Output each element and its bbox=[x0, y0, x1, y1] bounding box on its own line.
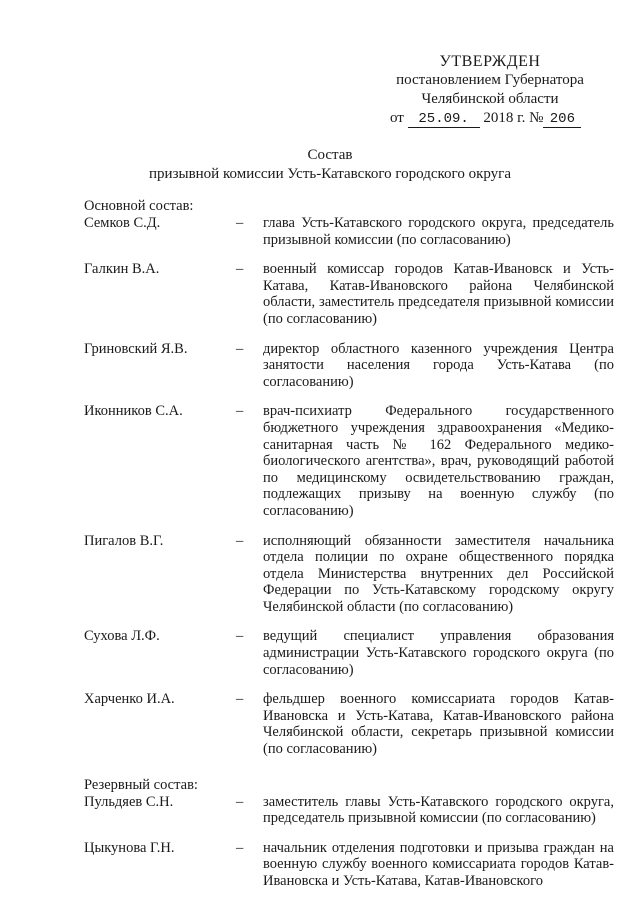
reserve-section-label: Резервный состав: bbox=[84, 776, 198, 793]
member-dash: – bbox=[236, 793, 244, 810]
member-dash: – bbox=[236, 839, 244, 856]
member-name: Харченко И.А. bbox=[84, 691, 175, 708]
number-prefix: № bbox=[529, 110, 544, 126]
member-row bbox=[84, 403, 614, 519]
member-role: врач-психиатр Федерального государственного бюджетного учреждения здравоохранения «Медико-санитарная часть № 162 Федерального медико-биологического агентства», врач, руководящий работой по медицинскому освидетельствованию граждан, подлежащих призыву на военную службу (по согласованию) bbox=[263, 403, 614, 519]
member-row bbox=[84, 628, 614, 678]
approval-line-2: Челябинской области bbox=[421, 91, 559, 107]
title-line-1: Состав bbox=[307, 147, 353, 163]
approval-line-1: постановлением Губернатора bbox=[396, 72, 584, 88]
year-text: 2018 г. bbox=[483, 110, 526, 126]
member-row bbox=[84, 215, 614, 248]
member-name: Пульдяев С.Н. bbox=[84, 793, 174, 810]
title-line-2: призывной комиссии Усть-Катавского городского округа bbox=[149, 166, 511, 182]
member-name: Иконников С.А. bbox=[84, 403, 183, 420]
approval-block bbox=[370, 52, 610, 128]
member-role: заместитель главы Усть-Катавского городского округа, председатель призывной комиссии (по согласованию) bbox=[263, 793, 614, 827]
approval-date-line bbox=[370, 109, 610, 128]
member-list bbox=[84, 198, 614, 903]
member-dash: – bbox=[236, 403, 244, 420]
document-title bbox=[80, 146, 580, 184]
member-row bbox=[84, 341, 614, 391]
member-name: Гриновский Я.В. bbox=[84, 340, 188, 357]
member-dash: – bbox=[236, 215, 244, 231]
member-dash: – bbox=[236, 340, 244, 357]
date-value: 25.09. bbox=[408, 111, 480, 128]
member-row bbox=[84, 840, 614, 890]
member-row bbox=[84, 533, 614, 616]
member-dash: – bbox=[236, 628, 244, 645]
member-role: начальник отделения подготовки и призыва граждан на военную службу военного комиссариата городов Катав-Ивановска и Усть-Катава, Катав-Ивановского bbox=[263, 839, 614, 889]
member-name: Семков С.Д. bbox=[84, 215, 161, 231]
member-role: ведущий специалист управления образования администрации Усть-Катавского городского округа (по согласованию) bbox=[263, 628, 614, 678]
date-prefix: от bbox=[390, 110, 404, 126]
member-role: директор областного казенного учреждения Центра занятости населения города Усть-Катава (по согласованию) bbox=[263, 340, 614, 390]
member-dash: – bbox=[236, 691, 244, 708]
member-name: Сухова Л.Ф. bbox=[84, 628, 160, 645]
member-role: глава Усть-Катавского городского округа, председатель призывной комиссии (по согласованию) bbox=[263, 215, 614, 248]
member-role: фельдшер военного комиссариата городов Катав-Ивановска и Усть-Катава, Катав-Ивановского района Челябинской области, секретарь призывной комиссии (по согласованию) bbox=[263, 691, 614, 758]
member-role: исполняющий обязанности заместителя начальника отдела полиции по охране общественного порядка отдела Министерства внутренних дел Российской Федерации по Усть-Катавскому городскому округу Челябинской области (по согласованию) bbox=[263, 532, 614, 615]
member-name: Галкин В.А. bbox=[84, 261, 160, 278]
main-members bbox=[84, 215, 614, 758]
member-name: Пигалов В.Г. bbox=[84, 532, 164, 549]
main-section-label: Основной состав: bbox=[84, 198, 194, 214]
number-value: 206 bbox=[543, 111, 581, 128]
member-name: Цыкунова Г.Н. bbox=[84, 839, 175, 856]
approval-heading: УТВЕРЖДЕН bbox=[439, 53, 541, 70]
member-row bbox=[84, 794, 614, 827]
member-row bbox=[84, 261, 614, 327]
member-role: военный комиссар городов Катав-Ивановск и Усть-Катава, Катав-Ивановского района Челябинской области, заместитель председателя призывной комиссии (по согласованию) bbox=[263, 261, 614, 327]
member-row bbox=[84, 691, 614, 757]
member-dash: – bbox=[236, 261, 244, 278]
member-dash: – bbox=[236, 532, 244, 549]
reserve-members bbox=[84, 794, 614, 890]
